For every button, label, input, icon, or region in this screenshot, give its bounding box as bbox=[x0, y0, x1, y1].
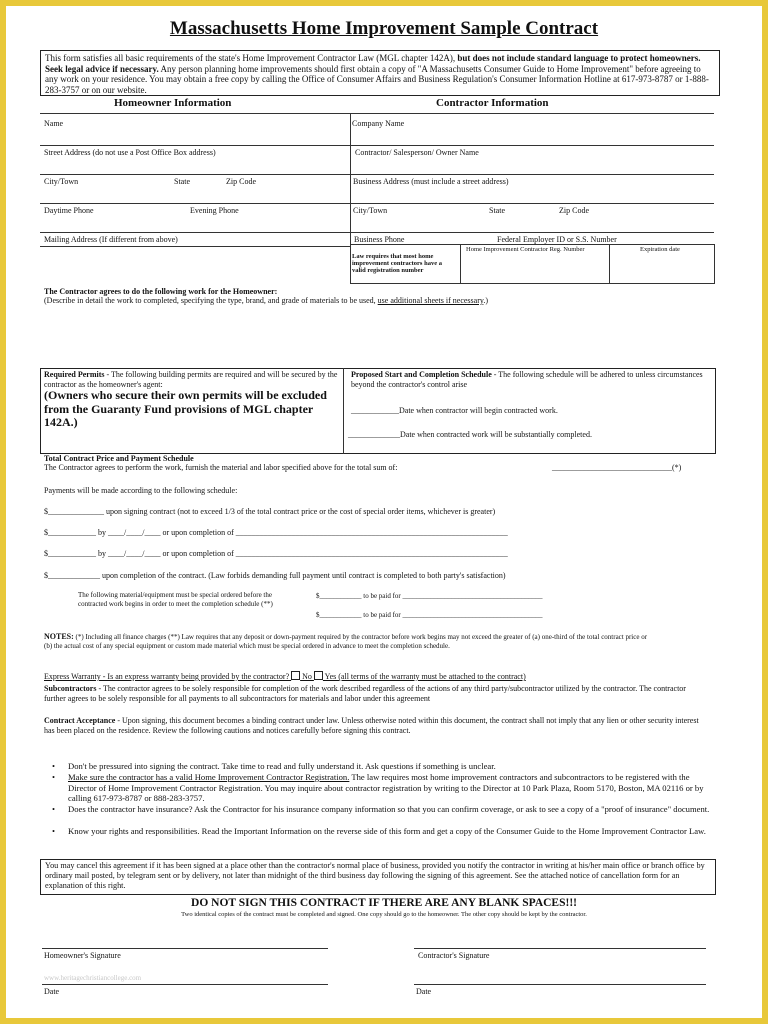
watermark: www.heritagechristiancollege.com bbox=[44, 974, 142, 982]
notes-label: NOTES: bbox=[44, 632, 74, 641]
schedule-text bbox=[351, 370, 711, 390]
bullet-dot: • bbox=[52, 826, 56, 836]
contractor-signature-label: Contractor's Signature bbox=[418, 951, 490, 960]
work-description bbox=[44, 296, 724, 306]
homeowner-header: Homeowner Information bbox=[114, 97, 232, 109]
homeowner-mailing-line[interactable] bbox=[40, 246, 350, 247]
warranty-no-checkbox[interactable] bbox=[291, 671, 300, 680]
contractor-date-label: Date bbox=[416, 987, 432, 996]
homeowner-street-line[interactable] bbox=[40, 174, 350, 175]
homeowner-mailing-label: Mailing Address (If different from above) bbox=[44, 235, 178, 244]
contractor-address-label: Business Address (must include a street address) bbox=[353, 177, 509, 186]
permits-guaranty-warning: (Owners who secure their own permits will be excluded from the Guaranty Fund provisions of MGL chapter 142A.) bbox=[44, 388, 327, 429]
bullet-registration bbox=[52, 772, 714, 804]
contractor-owner-label: Contractor/ Salesperson/ Owner Name bbox=[355, 148, 479, 157]
intro-text-2: Any person planning home improvements should first obtain a copy of "A Massachusetts Consumer Guide to Home Improvement" before agreeing to any work on your residence. You may obtain a free copy by calling the Office of Consumer Affairs and Business Regulation's Consumer Information Hotline at 617-973-8787 or 1-888-283-3757 or on our website. bbox=[45, 63, 709, 95]
reg-divider-3 bbox=[714, 244, 715, 284]
intro-box bbox=[40, 50, 720, 96]
contractor-city-line[interactable] bbox=[350, 232, 714, 233]
price-heading: Total Contract Price and Payment Schedule bbox=[44, 454, 194, 463]
homeowner-zip-label: Zip Code bbox=[226, 177, 256, 186]
contract-page bbox=[6, 6, 762, 1018]
intro-text: This form satisfies all basic requirements of the state's Home Improvement Contractor Law (MGL chapter 142A), bbox=[45, 53, 458, 63]
bullet-dot: • bbox=[52, 772, 56, 782]
blank-spaces-warning: DO NOT SIGN THIS CONTRACT IF THERE ARE ANY BLANK SPACES!!! bbox=[191, 897, 577, 909]
cancellation-box: You may cancel this agreement if it has been signed at a place other than the contractor's normal place of business, provided you notify the contractor in writing at his/her main office or branch office by ordinary mail posted, by telegram sent or by delivery, not later than midnight of the third business day following the signing of this agreement. See the attached notice of cancellation form for an explanation of this right. bbox=[40, 859, 716, 895]
schedule-body: - The following schedule will be adhered to unless circumstances beyond the contractor's control arise bbox=[351, 370, 703, 389]
contractor-zip-label: Zip Code bbox=[559, 206, 589, 215]
homeowner-day-phone-label: Daytime Phone bbox=[44, 206, 94, 215]
warranty-yes-label: Yes (all terms of the warranty must be attached to the contract) bbox=[322, 672, 526, 681]
acceptance-heading: Contract Acceptance bbox=[44, 716, 116, 725]
contractor-phone-label: Business Phone bbox=[354, 235, 405, 244]
homeowner-city-line[interactable] bbox=[40, 203, 350, 204]
bullet-text: Does the contractor have insurance? Ask the Contractor for his insurance company information so that you can confirm coverage, or ask to see a copy of a "proof of insurance" document. bbox=[68, 804, 710, 814]
homeowner-date-line[interactable] bbox=[42, 984, 328, 985]
warranty-no-label: No bbox=[300, 672, 314, 681]
total-sum-field[interactable]: ______________________________(*) bbox=[552, 463, 682, 472]
contractor-fein-label: Federal Employer ID or S.S. Number bbox=[497, 235, 617, 244]
homeowner-top-line bbox=[40, 113, 350, 114]
contractor-owner-line[interactable] bbox=[350, 174, 714, 175]
work-desc-text: (Describe in detail the work to completed, specifying the type, brand, and grade of materials to be used, bbox=[44, 296, 378, 305]
completion-date-field[interactable]: _____________Date when contracted work will be substantially completed. bbox=[348, 430, 592, 439]
contractor-company-line[interactable] bbox=[350, 145, 714, 146]
contractor-top-line bbox=[350, 113, 714, 114]
payment-row-2[interactable]: $____________ by ____/____/____ or upon completion of ____________________________________________________________________ bbox=[44, 528, 508, 537]
reg-number-label: Home Improvement Contractor Reg. Number bbox=[466, 246, 585, 253]
contractor-date-line[interactable] bbox=[414, 984, 706, 985]
warranty-question: Express Warranty - Is an express warranty being provided by the contractor? bbox=[44, 672, 292, 681]
contractor-header: Contractor Information bbox=[436, 97, 549, 109]
intro-warning: but does not include standard language to protect homeowners. Seek legal advice if necessary. bbox=[45, 53, 701, 74]
price-text: The Contractor agrees to perform the work, furnish the material and labor specified above for the total sum of: bbox=[44, 463, 398, 472]
bullet-text: Don't be pressured into signing the contract. Take time to read and fully understand it. Ask questions if something is unclear. bbox=[68, 761, 496, 771]
bullet-text-underlined: Make sure the contractor has a valid Home Improvement Contractor Registration. bbox=[68, 772, 350, 782]
bullet-insurance bbox=[52, 804, 714, 815]
special-order-note: The following material/equipment must be special ordered before the contracted work begins in order to meet the completion schedule (**) bbox=[78, 591, 273, 608]
homeowner-name-line[interactable] bbox=[40, 145, 350, 146]
start-date-field[interactable]: ____________Date when contractor will begin contracted work. bbox=[351, 406, 558, 415]
additional-sheets-link: use additional sheets if necessary bbox=[377, 296, 484, 305]
permits-body: - The following building permits are required and will be secured by the contractor as the homeowner's agent: bbox=[44, 370, 338, 389]
notes bbox=[44, 632, 648, 651]
bullet-text: Know your rights and responsibilities. Read the Important Information on the reverse side of this form and get a copy of the Consumer Guide to the Home Improvement Contractor Law. bbox=[68, 826, 706, 836]
payment-row-1[interactable]: $______________ upon signing contract (not to exceed 1/3 of the total contract price or the cost of special order items, whichever is greater) bbox=[44, 507, 496, 516]
subcontractors-text: - The contractor agrees to be solely responsible for completion of the work described regardless of the actions of any third party/subcontractor utilized by the contractor. The contractor further agrees to be solely responsible for all payments to all subcontractors for materials and labor under this agreement bbox=[44, 684, 686, 703]
bullet-dot: • bbox=[52, 761, 56, 771]
payment-row-3[interactable]: $____________ by ____/____/____ or upon completion of ____________________________________________________________________ bbox=[44, 549, 508, 558]
column-divider bbox=[350, 113, 351, 283]
homeowner-phone-line[interactable] bbox=[40, 232, 350, 233]
reg-divider-1 bbox=[460, 244, 461, 284]
homeowner-signature-label: Homeowner's Signature bbox=[44, 951, 121, 960]
contractor-signature-line[interactable] bbox=[414, 948, 706, 949]
page-title: Massachusetts Home Improvement Sample Contract bbox=[169, 18, 599, 39]
special-order-row-1[interactable]: $____________ to be paid for ________________________________________ bbox=[316, 592, 543, 600]
schedule-heading: Proposed Start and Completion Schedule bbox=[351, 370, 492, 379]
registration-note: Law requires that most home improvement contractors have a valid registration number bbox=[352, 253, 442, 274]
acceptance-section bbox=[44, 716, 704, 736]
expiration-label: Expiration date bbox=[640, 246, 680, 253]
bullet-dot: • bbox=[52, 804, 56, 814]
contractor-city-label: City/Town bbox=[353, 206, 388, 215]
acceptance-text: - Upon signing, this document becomes a binding contract under law. Unless otherwise noted within this document, the contract shall not imply that any lien or other security interest has been placed on the residence. Review the following cautions and notices carefully before signing this contract. bbox=[44, 716, 699, 735]
homeowner-city-label: City/Town bbox=[44, 177, 79, 186]
homeowner-eve-phone-label: Evening Phone bbox=[190, 206, 239, 215]
homeowner-street-label: Street Address (do not use a Post Office Box address) bbox=[44, 148, 216, 157]
copies-note: Two identical copies of the contract must be completed and signed. One copy should go to the homeowner. The other copy should be kept by the contractor. bbox=[181, 911, 587, 918]
special-order-row-2[interactable]: $____________ to be paid for ________________________________________ bbox=[316, 611, 543, 619]
warranty-row bbox=[44, 671, 526, 682]
bullet-rights bbox=[52, 826, 714, 837]
work-heading: The Contractor agrees to do the following work for the Homeowner: bbox=[44, 287, 278, 296]
permits-heading: Required Permits bbox=[44, 370, 105, 379]
reg-divider-2 bbox=[609, 244, 610, 284]
contractor-phone-line[interactable] bbox=[350, 244, 714, 245]
contractor-company-label: Company Name bbox=[352, 119, 405, 128]
notes-text: (*) Including all finance charges (**) Law requires that any deposit or down-payment required by the contractor before work begins may not exceed the greater of (a) one-third of the total contract price or (b) the actual cost of any special equipment or custom made material which must be special ordered in advance to meet the completion schedule. bbox=[44, 633, 648, 650]
payment-row-4[interactable]: $_____________ upon completion of the contract. (Law forbids demanding full payment until contract is completed to both party's satisfaction) bbox=[44, 571, 506, 580]
subcontractors-section bbox=[44, 684, 704, 704]
work-desc-end: .) bbox=[483, 296, 489, 305]
bullet-pressure bbox=[52, 761, 714, 772]
contractor-address-line[interactable] bbox=[350, 203, 714, 204]
homeowner-state-label: State bbox=[174, 177, 190, 186]
bullet-text: The law requires most home improvement contractors and subcontractors to be registered with the Director of Home Improvement Contractor Registration. You may inquire about contractor registration by writing to the Director at 10 Park Plaza, Room 5170, Boston, MA 02116 or by calling 617-973-8787 or 888-283-3757. bbox=[68, 772, 704, 803]
homeowner-date-label: Date bbox=[44, 987, 60, 996]
permits-schedule-divider bbox=[343, 368, 344, 454]
reg-bottom-line bbox=[350, 283, 714, 284]
homeowner-signature-line[interactable] bbox=[42, 948, 328, 949]
permits-text bbox=[44, 370, 340, 390]
contractor-state-label: State bbox=[489, 206, 505, 215]
homeowner-name-label: Name bbox=[44, 119, 64, 128]
warranty-yes-checkbox[interactable] bbox=[314, 671, 323, 680]
subcontractors-heading: Subcontractors bbox=[44, 684, 97, 693]
payments-intro: Payments will be made according to the following schedule: bbox=[44, 486, 238, 495]
